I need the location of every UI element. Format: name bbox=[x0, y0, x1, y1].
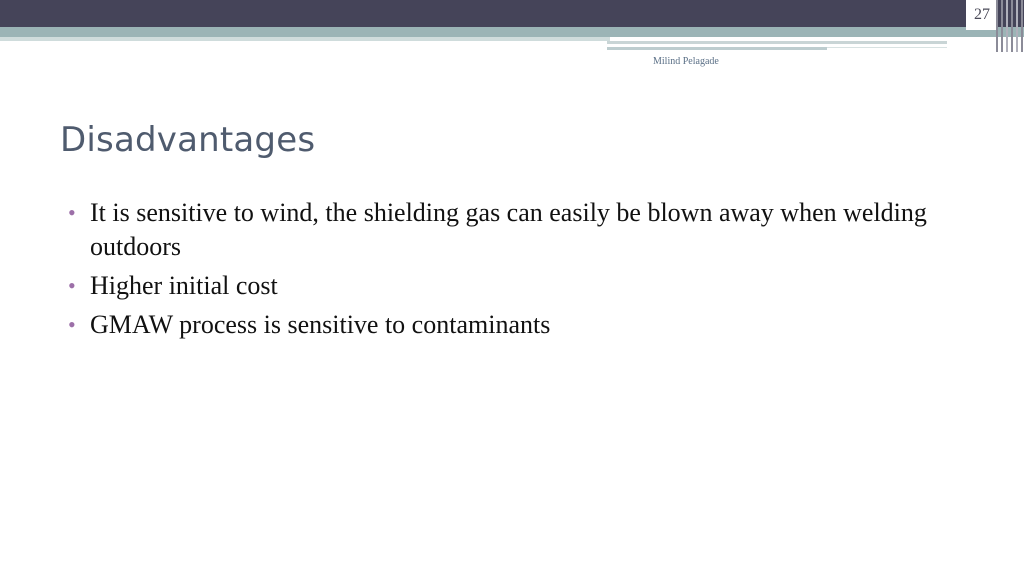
bullet-text: GMAW process is sensitive to contaminants bbox=[90, 310, 551, 339]
bullet-icon: • bbox=[68, 312, 76, 337]
bullet-text: Higher initial cost bbox=[90, 271, 278, 300]
bullet-item bbox=[68, 269, 968, 303]
bullet-item bbox=[68, 196, 968, 264]
decorative-line bbox=[607, 41, 947, 44]
slide-title: Disadvantages bbox=[60, 120, 316, 160]
accent-band-light bbox=[0, 37, 610, 41]
header-bar bbox=[0, 0, 1024, 27]
accent-band bbox=[0, 27, 1024, 37]
bullet-list bbox=[68, 196, 968, 347]
page-number: 27 bbox=[974, 6, 990, 23]
bullet-icon: • bbox=[68, 200, 76, 225]
decorative-line bbox=[827, 47, 947, 48]
decorative-line bbox=[607, 47, 827, 50]
bullet-icon: • bbox=[68, 273, 76, 298]
bullet-text: It is sensitive to wind, the shielding gas can easily be blown away when welding outdoors bbox=[90, 198, 927, 261]
author-name: Milind Pelagade bbox=[653, 56, 719, 67]
bullet-item bbox=[68, 308, 968, 342]
decorative-stripes bbox=[994, 0, 1024, 52]
